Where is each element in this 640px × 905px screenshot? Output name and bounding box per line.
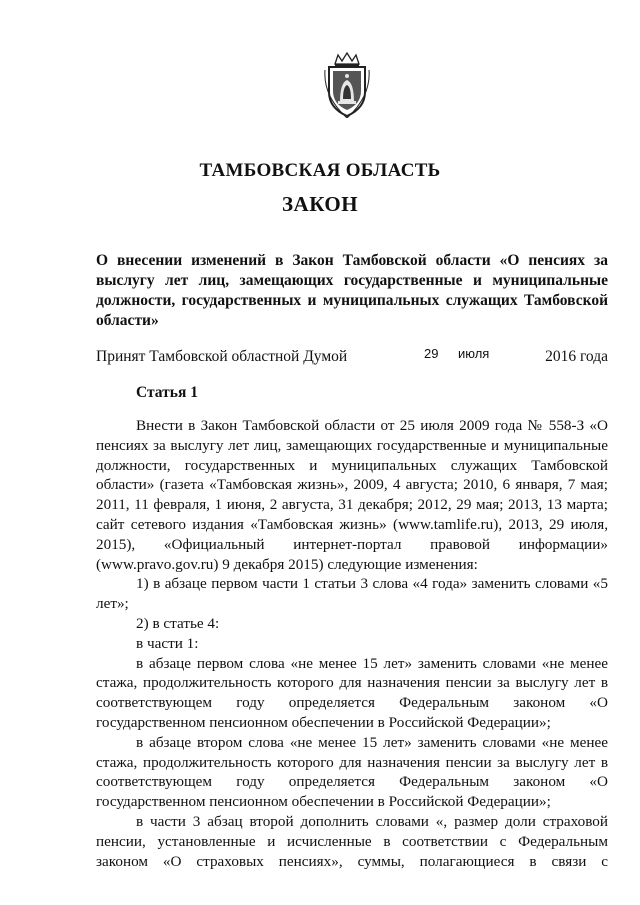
document-type: ЗАКОН — [281, 192, 359, 216]
article-heading: Статья 1 — [136, 384, 198, 401]
paragraph: 1) в абзаце первом части 1 статьи 3 слова «4 года» заменить словами «5 лет»; — [96, 575, 608, 613]
adopted-by: Принят Тамбовской областной Думой — [96, 348, 348, 365]
paragraph: в части 3 абзац второй дополнить словами «, размер доли страховой пенсии, установленные и исчисленные в соответствии с Федеральным законом «О страховых пенсиях», суммы, полагающиеся в связи с — [96, 812, 608, 870]
coat-of-arms-icon — [322, 52, 372, 118]
adoption-month: июля — [458, 346, 490, 361]
article-body — [96, 416, 608, 871]
paragraph: 2) в статье 4: — [136, 614, 220, 632]
paragraph: в части 1: — [136, 634, 199, 652]
adoption-year: 2016 года — [545, 348, 608, 365]
adoption-day: 29 — [424, 346, 439, 361]
region-title: ТАМБОВСКАЯ ОБЛАСТЬ — [199, 160, 441, 181]
paragraph: в абзаце первом слова «не менее 15 лет» заменить словами «не менее стажа, продолжительность которого для назначения пенсии за выслугу лет в соответствующем году определяется Федеральным законом «О государственном пенсионном обеспечении в Российской Федерации»; — [96, 654, 608, 731]
paragraph: в абзаце втором слова «не менее 15 лет» заменить словами «не менее стажа, продолжительность которого для назначения пенсии за выслугу лет в соответствующем году определяется Федеральным законом «О государственном пенсионном обеспечении в Российской Федерации»; — [96, 733, 608, 811]
paragraph: Внести в Закон Тамбовской области от 25 июля 2009 года № 558-З «О пенсиях за выслугу лет лиц, замещающих государственные и муниципальные должности, государственных и муниципальных служащих Тамбовской области» (газета «Тамбовская жизнь», 2009, 4 августа; 2010, 6 января, 7 мая; 2011, 11 февраля, 1 июня, 2 августа, 31 декабря; 2012, 29 мая; 2013, 13 марта; сайт сетевого издания «Тамбовская жизнь» (www.tamlife.ru), 2013, 29 июля, 2015), «Официальный интернет-портал правовой информации» (www.pravo.gov.ru) 9 декабря 2015) следующие изменения: — [96, 417, 608, 573]
law-title: О внесении изменений в Закон Тамбовской области «О пенсиях за выслугу лет лиц, замещающих государственные и муниципальные должности, государственных и муниципальных служащих Тамбовской области» — [96, 252, 608, 329]
